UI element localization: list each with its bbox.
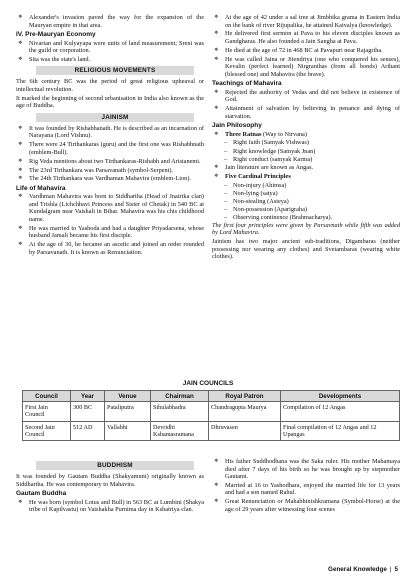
table-cell: First Jain Council <box>23 402 71 421</box>
section-heading: Jain Philosophy <box>212 122 262 130</box>
bullet-icon: ❖ <box>214 131 219 137</box>
bullet-icon: ❖ <box>214 89 219 95</box>
table-cell: Vallabhi <box>105 421 151 440</box>
bullet-icon: ❖ <box>18 142 23 148</box>
sub-item-text: Non-injury (Ahimsa) <box>233 181 287 189</box>
bullet-text: Jain literature are known as Angas. <box>225 163 314 171</box>
list-item <box>212 458 400 481</box>
list-item <box>16 125 204 140</box>
table-cell: 300 BC <box>71 402 105 421</box>
table-title: JAIN COUNCILS <box>182 380 234 387</box>
paragraph: It was founded by Gautam Buddha (Shakyamuni) originally known as Siddhartha. He was contemporary to Mahavira. <box>16 473 204 488</box>
sub-item-text: Right knowledge (Samyak Jnan) <box>233 147 316 155</box>
footer-separator: | <box>389 566 392 573</box>
list-item <box>16 225 204 240</box>
bullet-text: Attainment of salvation by believing in penance and dying of starvation. <box>225 105 400 120</box>
sub-list-item <box>212 148 400 156</box>
book-title: General Knowledge <box>328 566 387 573</box>
sub-item-text: Non-possession (Aparigraha) <box>233 205 307 213</box>
three-ratnas-note: (Way to Nirvana) <box>261 130 307 138</box>
italic-note: The first four principles were given by Parsavnath while fifth was added by Lord Mahavira. <box>212 221 400 237</box>
bullet-text: He was born (symbol Lotus and Bull) in 563 BC at Lumbini (Shakya tribe of Kapilvastu) on Vaishakha Purnima day in Kshatriya clan. <box>29 498 204 513</box>
buddhism-left-column <box>16 458 204 515</box>
list-item <box>16 158 204 166</box>
bullet-text: The 23rd Tirthankara was Parsavanath (symbol-Serpent). <box>29 166 174 174</box>
table-cell: Final compilation of 12 Angas and 12 Upangas <box>281 421 400 440</box>
column-header: Council <box>23 391 71 402</box>
bullet-icon: ❖ <box>18 158 23 164</box>
bullet-icon: ❖ <box>214 106 219 112</box>
bullet-icon: ❖ <box>18 176 23 182</box>
list-item <box>212 56 400 79</box>
bullet-text: Sita was the state's land. <box>29 55 91 63</box>
bullet-text: At the age of 42 under a sal tree at Jimbhika grama in Eastern India on the bank of river Rijupalika, he attained Kaivalya (knowledge). <box>225 14 400 29</box>
column-header: Venue <box>105 391 151 402</box>
dash-icon: – <box>224 205 228 213</box>
dash-icon: – <box>224 147 228 155</box>
list-item <box>212 89 400 104</box>
table-cell: Chandragupta Maurya <box>209 402 281 421</box>
bullet-icon: ❖ <box>18 125 23 131</box>
bullet-text: Rejected the authority of Vedas and did not believe in existence of God. <box>225 88 400 104</box>
table-row <box>23 402 400 421</box>
sub-list-item <box>212 182 400 190</box>
bullet-icon: ❖ <box>214 56 219 62</box>
column-header: Year <box>71 391 105 402</box>
section-heading: Gautam Buddha <box>16 490 67 497</box>
section-banner: BUDDHISM <box>36 461 194 470</box>
list-item <box>212 47 400 55</box>
list-item <box>212 131 400 139</box>
dash-icon: – <box>224 155 228 163</box>
dash-icon: – <box>224 189 228 197</box>
list-item <box>16 499 204 514</box>
dash-icon: – <box>224 197 228 205</box>
sub-list-item <box>212 206 400 214</box>
sub-list-item <box>212 214 400 222</box>
list-item <box>16 14 204 29</box>
bullet-icon: ❖ <box>18 40 23 46</box>
list-item <box>212 498 400 513</box>
sub-item-text: Right conduct (samyak Karma) <box>233 155 313 163</box>
sub-list-item <box>212 198 400 206</box>
column-header: Chairman <box>151 391 209 402</box>
column-header: Royal Patron <box>209 391 281 402</box>
dash-icon: – <box>224 139 228 147</box>
bullet-icon: ❖ <box>18 15 23 20</box>
councils-table <box>22 390 400 441</box>
table-cell: Dhruvasen <box>209 421 281 440</box>
list-item <box>16 193 204 223</box>
bullet-icon: ❖ <box>18 225 23 231</box>
paragraph: Jainism has two major ancient sub-traditions, Digambaras (neither possessing nor wearing any clothes) and Svetambaras (wearing white clothes). <box>212 238 400 261</box>
bullet-text: Married at 16 to Yashodhara, enjoyed the married life for 13 years and had a son named Rahul. <box>225 481 400 497</box>
bullet-icon: ❖ <box>18 167 23 173</box>
list-item <box>16 167 204 175</box>
column-header: Developments <box>281 391 400 402</box>
list-item <box>16 56 204 64</box>
bullet-icon: ❖ <box>214 482 219 488</box>
list-item <box>212 482 400 497</box>
table-cell: Devridhi Kshamasramana <box>151 421 209 440</box>
list-item <box>212 30 400 45</box>
section-banner: JAINISM <box>36 113 194 122</box>
bullet-text: The 24th Tirthankara was Vardhaman Mahavira (emblem-Lion). <box>29 175 191 183</box>
dash-icon: – <box>224 181 228 189</box>
list-item <box>212 173 400 181</box>
list-item <box>16 141 204 156</box>
sub-item-text: Non-lying (satya) <box>233 189 278 197</box>
bullet-text: There were 24 Tirthankaras (guru) and the first one was Rishabhnath (emblem-Bull). <box>29 141 204 156</box>
page-number: 5 <box>394 566 398 573</box>
buddhism-right-column <box>212 458 400 515</box>
bullet-text: Rig Veda mentions about two Tirthankaras-Rishabh and Aristanemi. <box>29 157 201 165</box>
paragraph: The 6th century BC was the period of great religious upheaval or intellectual revolution. <box>16 78 204 93</box>
list-item <box>16 241 204 256</box>
bullet-text: Five Cardinal Principles <box>225 172 291 180</box>
table-cell: Sthulabhadra <box>151 402 209 421</box>
bullet-text: He died at the age of 72 in 468 BC at Pavapuri near Rajagriha. <box>225 46 383 54</box>
sub-item-text: Non-stealing (Asteya) <box>233 197 289 205</box>
list-item <box>16 175 204 183</box>
page-footer <box>328 566 398 573</box>
table-header-row <box>23 391 400 402</box>
left-column <box>16 14 204 258</box>
list-item <box>212 14 400 29</box>
bullet-text: Alexander's invasion paved the way for the expansion of the Mauryan empire in that area. <box>29 14 204 29</box>
section-heading: Teachings of Mahavira <box>212 80 282 88</box>
bullet-icon: ❖ <box>18 499 23 505</box>
bullet-text <box>225 131 400 139</box>
three-ratnas-label: Three Ratnas <box>225 130 262 138</box>
table-cell: 512 AD <box>71 421 105 440</box>
sub-list-item <box>212 139 400 147</box>
list-item <box>16 40 204 55</box>
bullet-icon: ❖ <box>214 31 219 37</box>
table-cell: Second Jain Council <box>23 421 71 440</box>
list-item <box>212 164 400 172</box>
bullet-icon: ❖ <box>18 242 23 248</box>
bullet-text: It was founded by Rishabhanath. He is described as an incarnation of Narayana (Lord Vishnu). <box>29 124 204 140</box>
table-row <box>23 421 400 440</box>
sub-item-text: Right faith (Samyak Vishwas) <box>233 139 309 147</box>
bullet-icon: ❖ <box>18 194 23 200</box>
table-cell: Pataliputra <box>105 402 151 421</box>
bullet-icon: ❖ <box>18 56 23 62</box>
bullet-icon: ❖ <box>214 164 219 170</box>
dash-icon: – <box>224 213 228 221</box>
bullet-icon: ❖ <box>214 47 219 53</box>
bullet-text: At the age of 30, he became an ascetic and joined an order rounded by Parsavanath. It is known as Renunciation. <box>29 241 204 256</box>
bullet-text: He was married to Yashoda and had a daughter Priyadarsena, whose husband Jamali became his first disciple. <box>29 224 204 240</box>
section-heading: IV. Pre-Mauryan Economy <box>16 31 96 38</box>
bullet-text: His father Suddhodhana was the Saka ruler. His mother Mahamaya died after 7 days of his birth so he was brought up by stepmother Gautami. <box>225 458 400 480</box>
bullet-icon: ❖ <box>214 173 219 179</box>
right-column <box>212 14 400 262</box>
section-banner: RELIGIOUS MOVEMENTS <box>36 66 194 75</box>
sub-list-item <box>212 190 400 198</box>
bullet-icon: ❖ <box>214 499 219 505</box>
bullet-icon: ❖ <box>214 459 219 464</box>
bullet-text: Nivartan and Kulyayapa were units of land measurement; Sreni was the guild or corporation. <box>29 39 204 54</box>
paragraph: It marked the beginning of second urbanisation in India also known as the age of Buddha. <box>16 94 204 110</box>
bullet-text: Great Renunciation or Mahabhinishkramana (Symbol-Horse) at the age of 29 years after witnessing four scenes <box>225 498 400 513</box>
bullet-text: Vardhman Mahavira was born to Siddhartha (Head of Jnatrika clan) and Trishla (Lichchhavi Princess and Sister of Chetak) in 540 BC at Kundalgram near Vaishali in Bihar. Mahavira was his chis childhood name. <box>29 193 204 223</box>
sub-list-item <box>212 156 400 164</box>
bullet-icon: ❖ <box>214 15 219 20</box>
table-cell: Compilation of 12 Angas <box>281 402 400 421</box>
bullet-text: He was called Jaina or Jitendriya (one who conquered his senses), Kevalin (perfect learned) Nirgranthas (from all bonds) Arihant (blessed one) and Mahavira (the brave). <box>225 55 400 78</box>
section-heading: Life of Mahavira <box>16 184 66 192</box>
bullet-text: He delivered first sermon at Pava to his eleven disciples known as Gandgharas. He also founded a Jain Sangha at Pava. <box>225 30 400 45</box>
sub-item-text: Observing continence (Brahmacharya). <box>233 213 333 221</box>
list-item <box>212 105 400 120</box>
